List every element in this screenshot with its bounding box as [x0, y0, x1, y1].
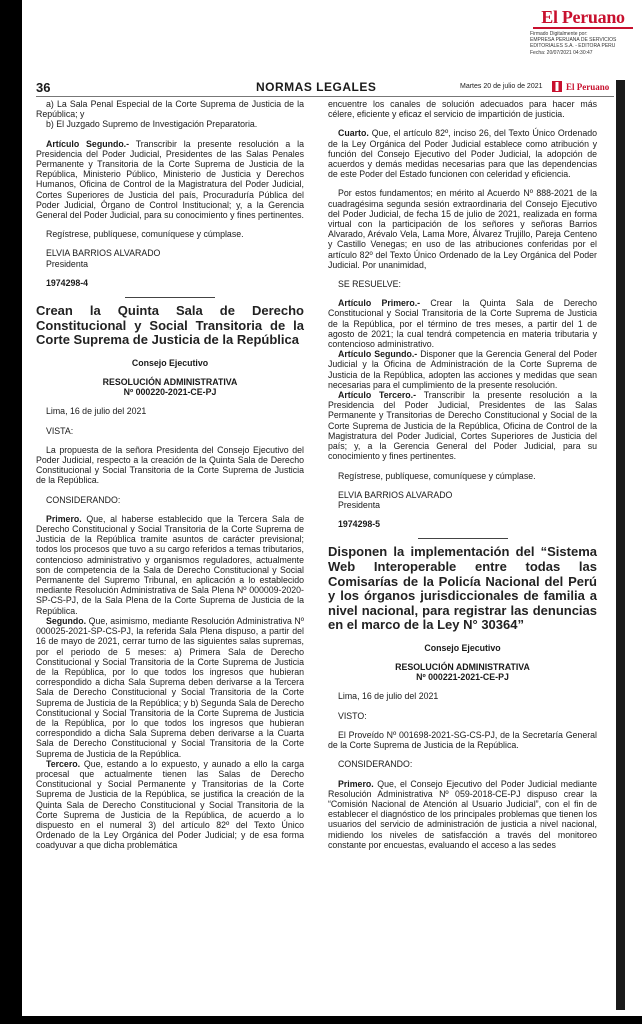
scan-border-bottom: [0, 1016, 642, 1024]
signature-line: EDITORIALES S.A. - EDITORA PERU: [530, 43, 616, 50]
signature-line: Fecha: 20/07/2021 04:30:47: [530, 49, 593, 56]
article-paragraph: [36, 139, 304, 221]
document-code: 1974298-4: [46, 277, 89, 288]
paragraph-label: Primero.: [338, 778, 374, 789]
considerando-paragraph: [328, 779, 597, 850]
considerando-paragraph: [328, 128, 597, 179]
considerando-heading: CONSIDERANDO:: [338, 759, 413, 770]
resolution-headline: Disponen la implementación del “Sistema Web Interoperable entre todas las Comisarías de la Policía Nacional del Perú y los órganos jurisdiccionales de familia a nivel nacional, para registrar las denuncias en el marco de la Ley N° 30364”: [328, 544, 597, 633]
logo-rule: [533, 27, 633, 29]
scan-border-right: [616, 80, 625, 1010]
page-number: 36: [36, 80, 51, 95]
signer-name: ELVIA BARRIOS ALVARADO: [338, 489, 453, 500]
article-text: Crear la Quinta Sala de Derecho Constitucional y Social Transitoria de la Corte Suprema de Justicia de la República, por el término de tres meses, a partir del 1 de agosto de 2021; la cual tendrá competencia en materia tributaria y contencioso administrativo.: [328, 298, 597, 350]
separator: [125, 297, 215, 298]
resolution-headline: Crean la Quinta Sala de Derecho Constitucional y Social Transitoria de la Corte Suprema de Justicia de la República: [36, 303, 304, 348]
logo-text: El Peruano: [541, 7, 625, 27]
institution: Consejo Ejecutivo: [131, 357, 209, 368]
header-brand: El Peruano: [566, 82, 610, 92]
resolve-heading: SE RESUELVE:: [338, 279, 401, 290]
paragraph-label: Primero.: [46, 513, 82, 524]
article-label: Artículo Segundo.-: [338, 349, 418, 360]
signer-role: Presidenta: [338, 499, 381, 510]
signer-name: ELVIA BARRIOS ALVARADO: [46, 248, 161, 259]
article-text: Transcribir la presente resolución a la Presidencia del Poder Judicial, Presidentes de las Salas Permanente y Transitorias de Derecho Constitucional y Social de la Corte Suprema de Justicia de la República, Oficina de Control de la Magistratura del Poder Judicial, Cortes Superiores de Justicia del país; y, a la Gerencia General del Poder Judicial, para su conocimiento y fines pertinentes.: [328, 390, 598, 462]
resolution-number: Nº 000220-2021-CE-PJ: [123, 387, 217, 398]
right-column: [328, 99, 597, 850]
paragraph: Por estos fundamentos; en mérito al Acuerdo Nº 888-2021 de la cuadragésima segunda sesión extraordinaria del Consejo Ejecutivo del Poder Judicial, de fecha 15 de julio de 2021, realizada en forma virtual con la participación de los señores y señoras Barrios Alvarado, Arévalo Vela, Lama More, Álvarez Trujillo, Pareja Centeno y Castillo Venegas; en uso de las atribuciones conferidas por el artículo 82º del Texto Único Ordenado de la Ley Orgánica del Poder Judicial. Por unanimidad,: [328, 188, 597, 270]
paragraph: La propuesta de la señora Presidenta del Consejo Ejecutivo del Poder Judicial, respecto a la creación de la Quinta Sala de Derecho Constitucional y Social Transitoria de la Corte Suprema de Justicia de la República.: [36, 444, 304, 486]
place-date: Lima, 16 de julio del 2021: [46, 406, 147, 417]
article-paragraph: [328, 298, 597, 349]
institution: Consejo Ejecutivo: [424, 642, 501, 653]
paragraph-label: Segundo.: [46, 615, 87, 626]
paragraph: encuentre los canales de solución adecuados para hacer más célere, eficiente y eficaz el servicio de impartición de justicia.: [328, 99, 597, 120]
paragraph: El Proveído Nº 001698-2021-SG-CS-PJ, de la Secretaría General de la Corte Suprema de Justicia de la República.: [328, 729, 597, 751]
article-text: Transcribir la presente resolución a la Presidencia del Poder Judicial, Presidentes de las Salas Penales Permanente y Transitoria de la Corte Suprema de Justicia de la República, Ministerio Público, Ministerio de Justicia y Derechos Humanos, Oficina de Control de la Magistratura del Poder Judicial, Cortes Superiores de Justicia del país, Procuraduría Pública del Poder Judicial, Órgano de Control Institucional; y, a la Gerencia General del Poder Judicial, para su conocimiento y fines pertinentes.: [36, 138, 304, 221]
separator: [418, 538, 508, 539]
paragraph-text: Que, al haberse establecido que la Tercera Sala de Derecho Constitucional y Social Transitoria de la Corte Suprema de Justicia de la República tramite asuntos de carácter previsional; todos los procesos que tuvo a su cargo referidos a temas tributarios, contencioso administrativo y organismos reguladores, actualmente son de competencia de la Sala de Derecho Constitucional y Social Permanente del Supremo Tribunal, en aplicación a lo establecido mediante Resolución Administrativa de Sala Plena Nº 000009-2020-SP-CS-PJ, de la Sala Plena de la Corte Suprema de Justicia de la República.: [36, 513, 304, 616]
paragraph-text: Que, el Consejo Ejecutivo del Poder Judicial mediante Resolución Administrativa Nº 059-2018-CE-PJ dispuso crear la “Comisión Nacional de Atención al Usuario Judicial”, con el fin de establecer el diagnóstico de los principales problemas que tienen los usuarios del servicio de administración de justicia a nivel nacional, midiendo los niveles de satisfacción a través del monitoreo constante por encuestas, evaluando el acceso a las sedes: [328, 778, 597, 850]
section-title: NORMAS LEGALES: [256, 80, 377, 94]
article-paragraph: [328, 349, 597, 390]
page-header: [36, 78, 614, 97]
peru-flag-icon: [552, 81, 562, 92]
paragraph-label: Cuarto.: [338, 128, 369, 139]
visto-heading: VISTA:: [46, 425, 74, 436]
considerando-paragraph: [36, 759, 304, 851]
article-label: Artículo Primero.-: [338, 298, 421, 309]
el-peruano-logo: [527, 8, 639, 72]
paragraph: b) El Juzgado Supremo de Investigación Preparatoria.: [46, 119, 258, 130]
resolution-title: RESOLUCIÓN ADMINISTRATIVA: [395, 662, 530, 673]
considerando-heading: CONSIDERANDO:: [46, 494, 121, 505]
considerando-paragraph: [36, 616, 304, 759]
resolution-number: Nº 000221-2021-CE-PJ: [416, 672, 509, 683]
visto-heading: VISTO:: [338, 710, 367, 721]
place-date: Lima, 16 de julio del 2021: [338, 691, 439, 702]
document-code: 1974298-5: [338, 519, 381, 530]
left-column: [36, 99, 304, 851]
article-label: Artículo Tercero.-: [338, 390, 417, 401]
article-text: Disponer que la Gerencia General del Poder Judicial y la Oficina de Administración de la Corte Suprema de Justicia de la República, adopten las acciones y medidas que sean necesarias para el cumplimiento de la presente resolución.: [328, 349, 597, 390]
paragraph-text: Que, estando a lo expuesto, y aunado a ello la carga procesal que actualmente tienen las Salas de Derecho Constitucional y Social Permanente y Transitorias de la Corte Suprema de Justicia de la República, se justifica la creación de la Quinta Sala de Derecho Constitucional y Social Transitoria de la Corte Suprema de Justicia de la República, de acuerdo a lo dispuesto en el numeral 3) del artículo 82º del Texto Único Ordenado de la Ley Orgánica del Poder Judicial; y de esa forma coadyuvar a que dicha problemática: [36, 758, 304, 851]
header-date: Martes 20 de julio de 2021: [460, 83, 543, 90]
digital-signature: [527, 31, 639, 56]
scan-border-left: [0, 0, 22, 1024]
paragraph: a) La Sala Penal Especial de la Corte Suprema de Justicia de la República; y: [36, 99, 304, 120]
signature-line: EMPRESA PERUANA DE SERVICIOS: [530, 37, 617, 44]
resolution-title: RESOLUCIÓN ADMINISTRATIVA: [102, 377, 238, 388]
article-label: Artículo Segundo.-: [46, 138, 130, 149]
signature-line: Firmado Digitalmente por:: [530, 31, 588, 37]
article-paragraph: [328, 390, 597, 461]
closing-formula: Regístrese, publíquese, comuníquese y cúmplase.: [338, 470, 536, 481]
paragraph-label: Tercero.: [46, 758, 81, 769]
paragraph-text: Que, asimismo, mediante Resolución Administrativa Nº 000025-2021-SP-CS-PJ, la referida Sala Plena dispuso, a partir del 16 de mayo de 2021, cerrar turno de las siguientes salas supremas, por el periodo de 5 meses: a) Primera Sala de Derecho Constitucional y Social Transitoria de la Corte Suprema de Justicia de la República, por lo que todos los ingresos que hubieran correspondido a dicha Sala Suprema deben derivarse a la Tercera Sala de Derecho Constitucional y Social Transitoria de la Corte Suprema de Justicia de la República; y b) Segunda Sala de Derecho Constitucional y Social Transitoria de la Corte Suprema de Justicia de la República, por lo que todos los ingresos que hubieran correspondido a dicha Sala Suprema deben derivarse a la Cuarta Sala de Derecho Constitucional y Social Transitoria de la Corte Suprema de Justicia de la República.: [36, 615, 304, 759]
considerando-paragraph: [36, 514, 304, 616]
signer-role: Presidenta: [46, 258, 89, 269]
paragraph-text: Que, el artículo 82º, inciso 26, del Texto Único Ordenado de la Ley Orgánica del Poder Judicial establece como atribución y función del Consejo Ejecutivo del Poder Judicial, la adopción de acuerdos y demás medidas necesarias para que las dependencias de este Poder del Estado funcionen con celeridad y eficiencia.: [328, 128, 597, 180]
closing-formula: Regístrese, publíquese, comuníquese y cúmplase.: [46, 229, 244, 240]
